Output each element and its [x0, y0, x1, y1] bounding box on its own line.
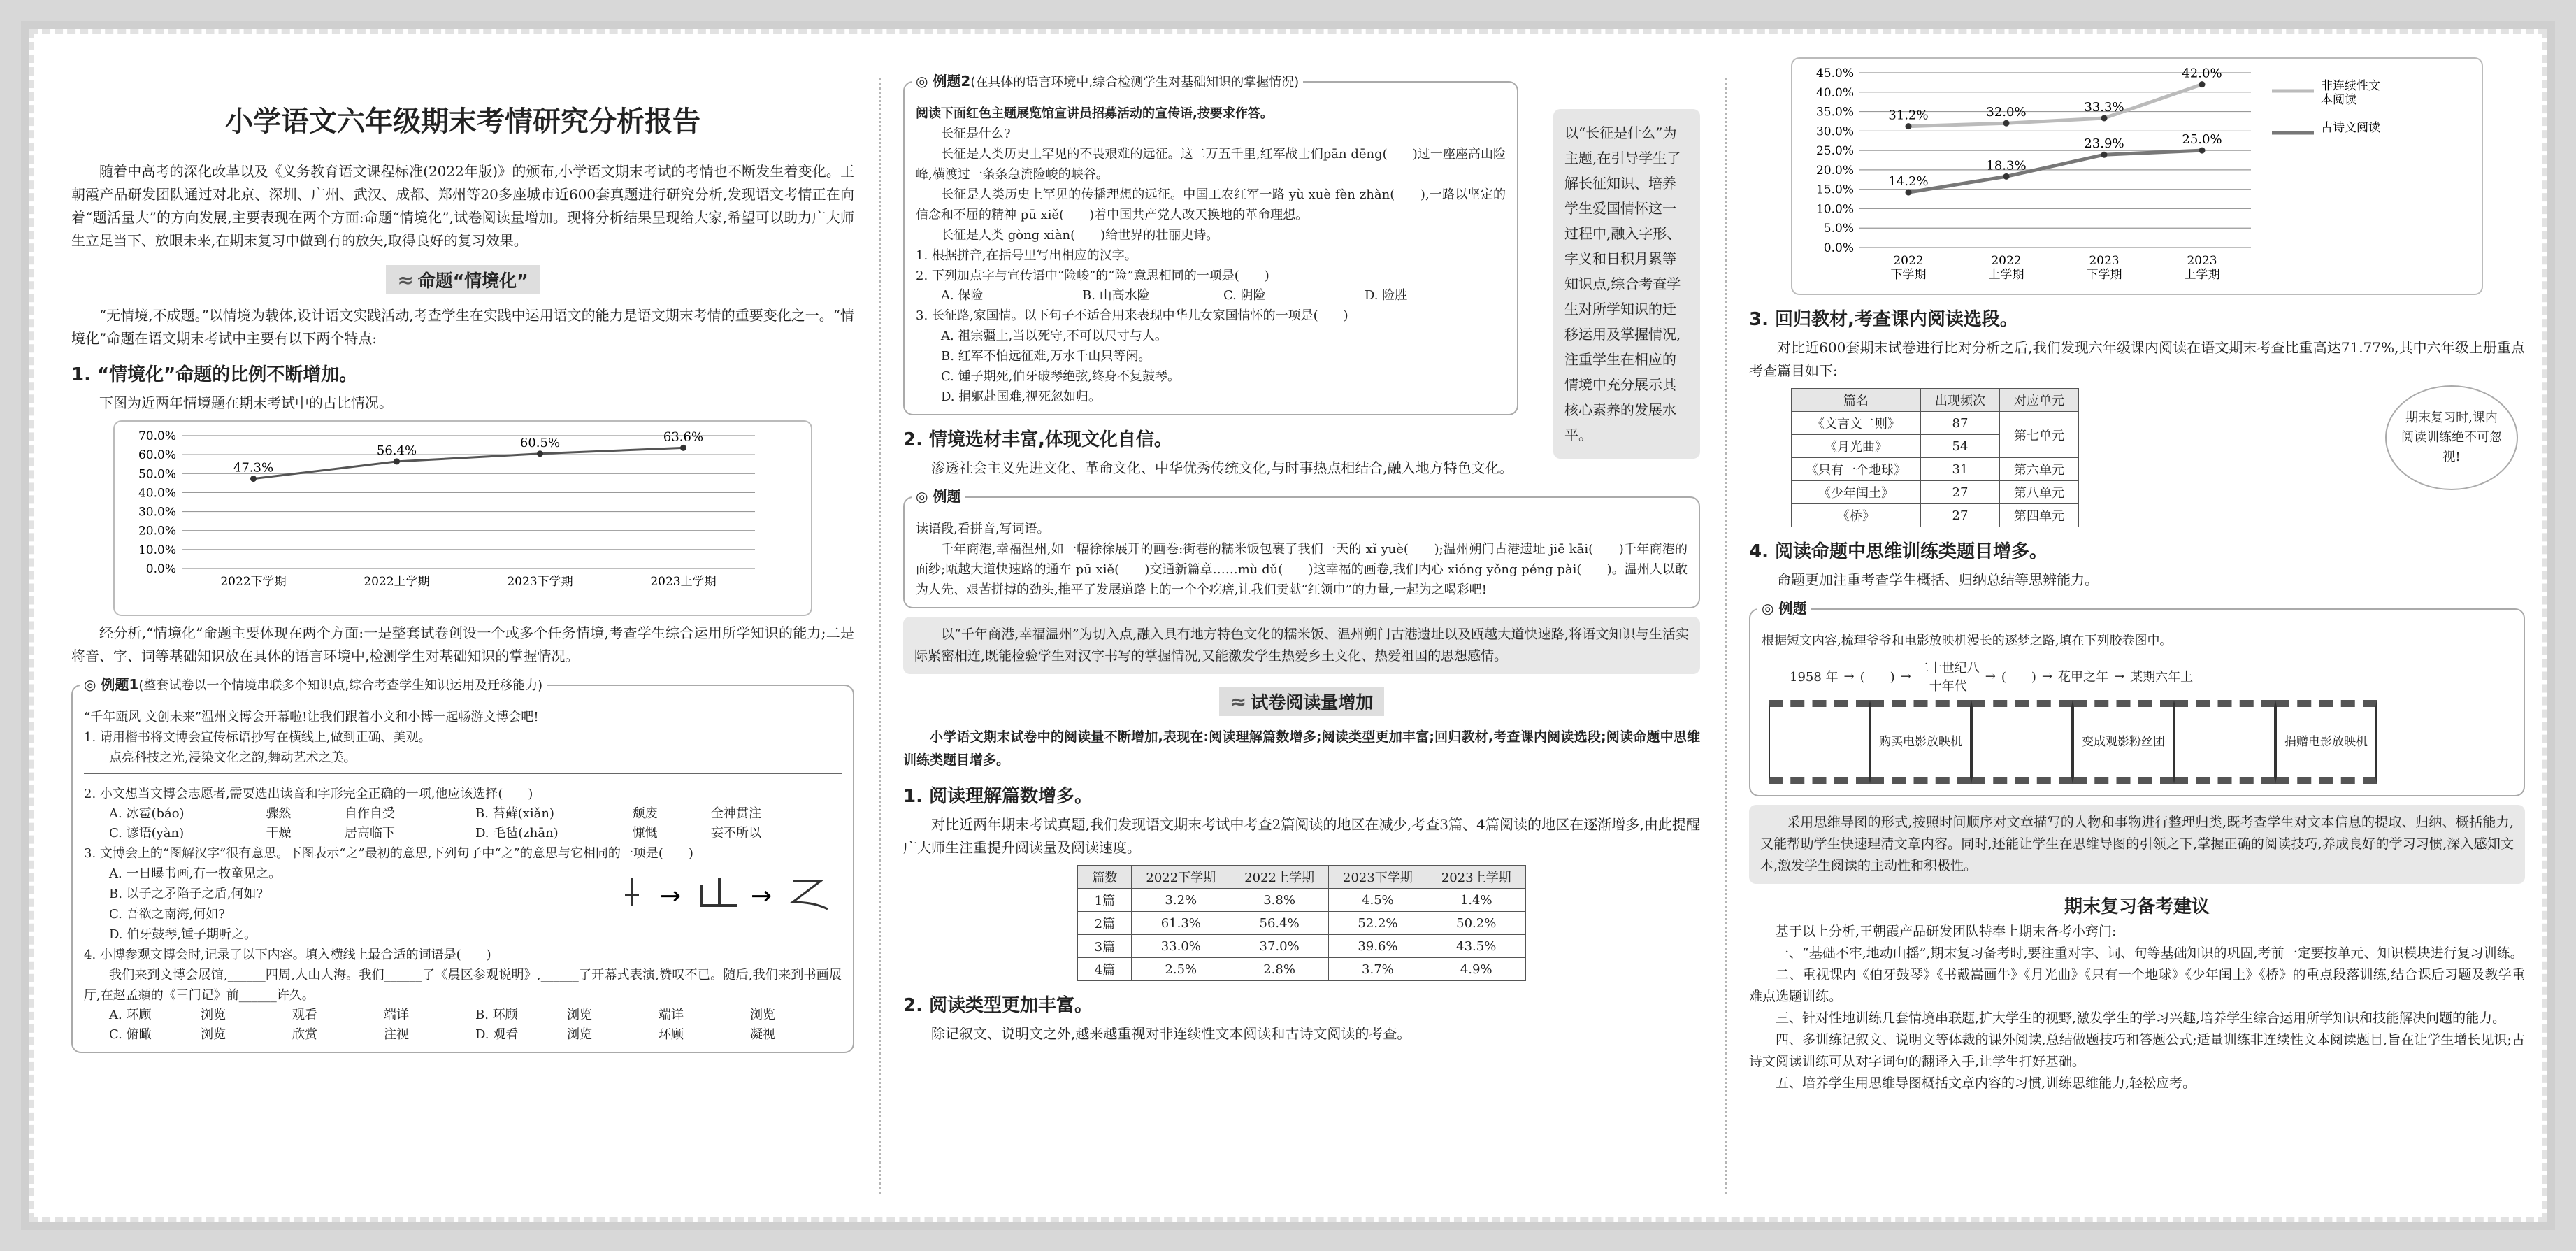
option: C. 吾欲之南海,何如? — [109, 907, 225, 922]
data-label: 42.0% — [2182, 66, 2222, 81]
comment-box — [1749, 805, 2525, 884]
column-3 — [1749, 57, 2525, 1187]
example-4-box — [1749, 600, 2525, 796]
data-label: 56.4% — [376, 443, 417, 458]
option: 凝视 — [750, 1027, 775, 1042]
paragraph: 对比近600套期末试卷进行比对分析之后,我们发现六年级课内阅读在语文期末考查比重高达71.77%,其中六年级上册重点考查篇目如下: — [1749, 339, 2525, 379]
paragraph: 渗透社会主义先进文化、革命文化、中华优秀传统文化,与时事热点相结合,融入地方特色文化。 — [931, 459, 1513, 476]
table-row: 3篇 33.0% 37.0% 39.6% 43.5% — [1078, 935, 1525, 958]
option: 妄不所以 — [710, 826, 761, 841]
x-tick-label: 2023下学期 — [507, 575, 573, 589]
table-row: 《少年闰土》 27 第八单元 — [1792, 481, 2079, 504]
subheading: 1. “情境化”命题的比例不断增加。 — [71, 364, 358, 385]
x-tick-label: 下学期 — [1890, 268, 1927, 282]
y-tick-label: 60.0% — [138, 448, 176, 463]
question: 2. 下列加点字与宣传语中“险峻”的“险”意思相同的一项是( ) — [916, 269, 1269, 283]
y-tick-label: 30.0% — [138, 505, 176, 520]
option: 浏览 — [750, 1008, 775, 1022]
y-tick-label: 35.0% — [1815, 105, 1854, 120]
x-tick-label: 2022上学期 — [364, 575, 430, 589]
chart-situation-ratio — [113, 420, 812, 616]
option: A. 保险 — [941, 288, 984, 303]
table-header: 2023上学期 — [1427, 866, 1525, 889]
flow-node: 某期六年上 — [2130, 670, 2194, 685]
option: 注视 — [384, 1027, 409, 1042]
option: C. 俯瞰 — [109, 1027, 152, 1042]
option: 慷慨 — [632, 826, 658, 841]
series-line — [1908, 150, 2202, 192]
table-header: 对应单元 — [2000, 389, 2079, 412]
intro-paragraph: 随着中高考的深化改革以及《义务教育语文课程标准(2022年版)》的颁布,小学语文期末考试的考情也不断发生着变化。王朝霞产品研发团队通过对北京、深圳、广州、武汉、成都、郑州等20多座城市近600套真题进行研究分析,发现语文考情正在向着“题活量大”的方向发展,主要表现在两个方面:命题“情境化”,试卷阅读量增加。现将分析结果呈现给大家,希望可以助力广大师生立足当下、放眼未来,在期末复习中做到有的放矢,取得良好的复习效果。 — [71, 163, 854, 249]
x-tick-label: 上学期 — [2184, 268, 2220, 282]
advice-lead: 基于以上分析,王朝霞产品研发团队特奉上期末备考小窍门: — [1776, 924, 2117, 939]
data-point — [1906, 123, 1912, 129]
writing-line[interactable] — [84, 773, 842, 774]
option: C. 锺子期死,伯牙破琴绝弦,终身不复鼓琴。 — [941, 369, 1181, 384]
y-tick-label: 10.0% — [138, 543, 176, 557]
option: A. 一日曝书画,有一牧童见之。 — [109, 866, 282, 881]
data-point — [2101, 152, 2108, 158]
line-chart — [119, 426, 811, 608]
option: 骤然 — [266, 806, 292, 821]
advice-item: 一、“基础不牢,地动山摇”,期末复习备考时,要注重对字、词、句等基础知识的巩固,考前一定要按单元、知识模块进行复习训练。 — [1776, 945, 2524, 961]
text-line: 长征是什么? — [941, 127, 1011, 141]
series-line — [1908, 85, 2202, 127]
data-point — [2101, 115, 2108, 122]
film-frame: 变成观影粉丝团 — [2073, 700, 2174, 784]
table-row: 1篇 3.2% 3.8% 4.5% 1.4% — [1078, 889, 1525, 912]
text-line: 2. 小文想当文博会志愿者,需要选出读音和字形完全正确的一项,他应该选择( ) — [84, 787, 533, 801]
film-frame[interactable] — [2174, 700, 2275, 784]
x-tick-label: 2022 — [1893, 254, 1924, 268]
paragraph: 除记叙文、说明文之外,越来越重视对非连续性文本阅读和古诗文阅读的考查。 — [931, 1025, 1411, 1042]
y-tick-label: 45.0% — [1815, 66, 1854, 80]
advice-item: 五、培养学生用思维导图概括文章内容的习惯,训练思维能力,轻松应考。 — [1776, 1075, 2196, 1091]
column-1 — [71, 85, 854, 1187]
film-frame[interactable] — [1769, 700, 1870, 784]
option: 欣赏 — [292, 1027, 317, 1042]
option: A. 祖宗疆土,当以死守,不可以尺寸与人。 — [941, 329, 1167, 343]
data-point — [680, 445, 686, 451]
timeline-flow — [1790, 658, 2512, 694]
y-tick-label: 70.0% — [138, 429, 176, 443]
reading-count-table — [1077, 865, 1525, 981]
cloud-tip: 期末复习时,课内阅读训练绝不可忽视! — [2385, 385, 2518, 490]
subheading: 4. 阅读命题中思维训练类题目增多。 — [1749, 541, 2048, 562]
section2-lead: 小学语文期末试卷中的阅读量不断增加,表现在:阅读理解篇数增多;阅读类型更加丰富;回归教材,考查课内阅读选段;阅读命题中思维训练类题目增多。 — [903, 729, 1700, 768]
option: B. 苔藓(xiǎn) — [475, 806, 554, 821]
arrow-icon: → — [2114, 669, 2125, 684]
data-label: 60.5% — [519, 435, 561, 450]
data-label: 63.6% — [663, 429, 704, 445]
data-point — [250, 476, 257, 482]
question: 3. 文博会上的“图解汉字”很有意思。下图表示“之”最初的意思,下列句子中“之”的意思与它相同的一项是( ) — [84, 846, 693, 861]
option: D. 观看 — [475, 1027, 519, 1042]
table-row: 《桥》 27 第四单元 — [1792, 504, 2079, 527]
example-1-box — [71, 676, 854, 1053]
y-tick-label: 10.0% — [1815, 202, 1854, 217]
arrow-icon: → — [2041, 669, 2052, 684]
option: 环顾 — [659, 1027, 684, 1042]
table-header: 2022下学期 — [1132, 866, 1230, 889]
y-tick-label: 40.0% — [1815, 85, 1854, 100]
y-tick-label: 0.0% — [145, 562, 176, 576]
flow-node: 花甲之年 — [2058, 670, 2108, 685]
data-point — [2003, 173, 2010, 180]
x-tick-label: 2023 — [2187, 254, 2217, 268]
x-tick-label: 2023 — [2089, 254, 2120, 268]
data-label: 23.9% — [2084, 136, 2124, 152]
legend-label: 非连续性文 — [2321, 79, 2380, 93]
passage: 千年商港,幸福温州,如一幅徐徐展开的画卷:街巷的糯米饭包裹了我们一天的 xǐ yuè( );温州朔门古港遗址 jiē kāi( )千年商港的面纱;瓯越大道快速路的通车 pū xiě( )交通新篇章……mù dǔ( )这幸福的画卷,我们内心 xióng yǒng péng pài( )。温州人以敢为人先、艰苦拼搏的劲头,推平了发展道路上的一个个疙瘩,让我们贡献“红领巾”的力量,一起为之喝彩吧! — [916, 542, 1688, 597]
data-point — [2199, 81, 2206, 87]
option: B. 环顾 — [475, 1008, 518, 1022]
arrow-icon: → — [1843, 669, 1855, 684]
option: 观看 — [292, 1008, 317, 1022]
svg-text:→: → — [751, 882, 772, 910]
option: B. 以子之矛陷子之盾,何如? — [109, 887, 264, 901]
table-row: 2篇 61.3% 56.4% 52.2% 50.2% — [1078, 912, 1525, 935]
page-title: 小学语文六年级期末考情研究分析报告 — [225, 106, 700, 138]
target-icon: ◎ — [916, 488, 928, 505]
option: B. 山高水险 — [1082, 288, 1150, 303]
example-3-tag: ◎ 例题 — [912, 485, 965, 506]
paragraph: 下图为近两年情境题在期末考试中的占比情况。 — [99, 394, 393, 411]
column-2 — [903, 64, 1700, 1187]
arrow-icon: → — [1900, 669, 1911, 684]
table-row: 《只有一个地球》 31 第六单元 — [1792, 458, 2079, 481]
table-header: 2023下学期 — [1329, 866, 1427, 889]
target-icon: ◎ — [916, 73, 928, 90]
text-line: 长征是人类 gòng xiàn( )给世界的壮丽史诗。 — [941, 228, 1219, 243]
advice-heading: 期末复习备考建议 — [2064, 896, 2210, 917]
paragraph: 命题更加注重考查学生概括、归纳总结等思辨能力。 — [1777, 571, 2099, 588]
data-label: 47.3% — [233, 460, 274, 476]
text-line: 点亮科技之光,浸染文化之韵,舞动艺术之美。 — [109, 750, 357, 765]
option: 全神贯注 — [710, 806, 761, 821]
x-tick-label: 2022 — [1991, 254, 2022, 268]
section-heading-1: ≈ 命题“情境化” — [71, 265, 854, 294]
option: B. 红军不怕远征难,万水千山只等闲。 — [941, 349, 1151, 364]
column-divider — [879, 78, 881, 1194]
option: D. 险胜 — [1365, 288, 1408, 303]
x-tick-label: 上学期 — [1988, 268, 2024, 282]
data-label: 25.0% — [2182, 132, 2222, 148]
wave-icon: ≈ — [397, 269, 414, 292]
data-label: 31.2% — [1888, 108, 1929, 123]
data-point — [2003, 120, 2010, 127]
arrow-icon: → — [1985, 669, 1996, 684]
comment-text: 以“千年商港,幸福温州”为切入点,融入具有地方特色文化的糯米饭、温州朔门古港遗址以及瓯越大道快速路,将语文知识与生活实际紧密相连,既能检验学生对汉字书写的掌握情况,又能激发学生热爱乡土文化、热爱祖国的思想感情。 — [914, 627, 1689, 664]
data-label: 32.0% — [1986, 105, 2027, 120]
film-frame: 捐赠电影放映机 — [2275, 700, 2377, 784]
film-frame[interactable] — [1971, 700, 2073, 784]
question: 3. 长征路,家国情。以下句子不适合用来表现中华儿女家国情怀的一项是( ) — [916, 308, 1348, 323]
key-texts-table — [1791, 388, 2079, 527]
subheading: 1. 阅读理解篇数增多。 — [903, 786, 1093, 807]
option: D. 毛毡(zhān) — [475, 826, 559, 841]
x-tick-label: 2022下学期 — [220, 575, 287, 589]
question-text: 我们来到文博会展馆,______四周,人山人海。我们______了《晨区参观说明》,______了开幕式表演,赞叹不已。随后,我们来到书画展厅,在赵孟頫的《三门记》前______许久。 — [84, 968, 842, 1003]
paragraph: 经分析,“情境化”命题主要体现在两个方面:一是整套试卷创设一个或多个任务情境,考查学生综合运用所学知识的能力;二是将音、字、词等基础知识放在具体的语言环境中,检测学生对基础知识的掌握情况。 — [71, 624, 854, 664]
flow-node: 二十世纪八十年代 — [1916, 661, 1980, 694]
data-point — [394, 458, 400, 464]
option: 居高临下 — [344, 826, 395, 841]
option: C. 谚语(yàn) — [109, 826, 185, 841]
option: 端详 — [659, 1008, 684, 1022]
advice-item: 二、重视课内《伯牙鼓琴》《书戴嵩画牛》《月光曲》《只有一个地球》《少年闰土》《桥》的重点段落训练,结合课后习题及教学重难点选题训练。 — [1749, 967, 2525, 1004]
comment-sidebar: 以“长征是什么”为主题,在引导学生了解长征知识、培养学生爱国情怀这一过程中,融入字形、字义和日积月累等知识点,综合考查学生对所学知识的迁移运用及掌握情况,注重学生在相应的情境中充分展示其核心素养的发展水平。 — [1553, 109, 1700, 459]
option: 浏览 — [567, 1008, 592, 1022]
data-label: 14.2% — [1888, 174, 1929, 190]
subheading: 3. 回归教材,考查课内阅读选段。 — [1749, 309, 2018, 330]
example-4-tag: ◎ 例题 — [1757, 597, 1811, 617]
report-sheet — [21, 21, 2555, 1230]
legend-label: 本阅读 — [2321, 93, 2356, 107]
character-evolution-icon — [611, 864, 842, 927]
lead: 阅读下面红色主题展览馆宣讲员招募活动的宣传语,按要求作答。 — [916, 106, 1273, 121]
option: 颓废 — [632, 806, 658, 821]
line-chart — [1797, 63, 2482, 287]
y-tick-label: 30.0% — [1815, 124, 1854, 139]
series-line — [254, 448, 684, 478]
text-line: “千年瓯风 文创未来”温州文博会开幕啦!让我们跟着小文和小博一起畅游文博会吧! — [84, 710, 539, 724]
advice-item: 四、多训练记叙文、说明文等体裁的课外阅读,总结做题技巧和答题公式;适量训练非连续性文本阅读题目,旨在让学生增长见识;古诗文阅读训练可从对字词句的翻译入手,让学生打好基础。 — [1749, 1032, 2525, 1069]
table-header: 篇名 — [1792, 389, 1921, 412]
option: 干燥 — [266, 826, 292, 841]
subheading: 2. 情境选材丰富,体现文化自信。 — [903, 429, 1172, 450]
example-1-tag: ◎ 例题1(整套试卷以一个情境串联多个知识点,综合考查学生知识运用及迁移能力) — [80, 673, 547, 694]
text-line: 长征是人类历史上罕见的传播理想的远征。中国工农红军一路 yù xuè fèn zhàn( ),一路以坚定的信念和不屈的精神 pū xiě( )着中国共产党人改天换地的革命理想。 — [916, 187, 1506, 222]
film-frame: 购买电影放映机 — [1870, 700, 1971, 784]
target-icon: ◎ — [84, 676, 96, 693]
text-line: 1. 请用楷书将文博会宣传标语抄写在横线上,做到正确、美观。 — [84, 730, 431, 745]
option: A. 环顾 — [109, 1008, 152, 1022]
target-icon: ◎ — [1762, 600, 1774, 617]
option: 端详 — [384, 1008, 409, 1022]
flow-node[interactable]: ( ) — [1859, 670, 1895, 685]
y-tick-label: 25.0% — [1815, 144, 1854, 159]
y-tick-label: 5.0% — [1823, 222, 1854, 236]
option: 浏览 — [567, 1027, 592, 1042]
question: 4. 小博参观文博会时,记录了以下内容。填入横线上最合适的词语是( ) — [84, 948, 491, 962]
option: 自作自受 — [344, 806, 395, 821]
y-tick-label: 50.0% — [138, 467, 176, 482]
example-3-box — [903, 488, 1700, 608]
paragraph: 对比近两年期末考试真题,我们发现语文期末考试中考查2篇阅读的地区在减少,考查3篇、4篇阅读的地区在逐渐增多,由此提醒广大师生注重提升阅读量及阅读速度。 — [903, 816, 1700, 856]
table-header: 2022上学期 — [1230, 866, 1329, 889]
section-heading-2: ≈ 试卷阅读量增加 — [903, 687, 1700, 716]
wave-icon: ≈ — [1230, 690, 1247, 713]
option: C. 阴险 — [1223, 288, 1266, 303]
x-tick-label: 下学期 — [2086, 268, 2122, 282]
option: 浏览 — [201, 1027, 226, 1042]
flow-node: 1958 年 — [1790, 670, 1839, 685]
data-point — [1906, 190, 1912, 196]
lead: 根据短文内容,梳理爷爷和电影放映机漫长的逐梦之路,填在下列胶卷图中。 — [1762, 634, 2173, 648]
data-point — [537, 450, 543, 457]
option: A. 冰雹(báo) — [109, 806, 185, 821]
table-row: 《月光曲》 54 — [1792, 435, 2079, 458]
question: 1. 根据拼音,在括号里写出相应的汉字。 — [916, 248, 1137, 263]
legend-label: 古诗文阅读 — [2321, 121, 2380, 135]
flow-node[interactable]: ( ) — [2001, 670, 2036, 685]
option: D. 捐躯赴国难,视死忽如归。 — [941, 389, 1101, 404]
text-line: 长征是人类历史上罕见的不畏艰难的远征。这二万五千里,红军战士们pān dēng( )过一座座高山险峰,横渡过一条条急流险峻的峡谷。 — [916, 147, 1506, 182]
film-strip — [1769, 700, 2505, 784]
option: 浏览 — [201, 1008, 226, 1022]
table-header: 篇数 — [1078, 866, 1132, 889]
y-tick-label: 0.0% — [1823, 241, 1854, 255]
y-tick-label: 15.0% — [1815, 183, 1854, 197]
column-divider — [1725, 78, 1727, 1194]
advice-item: 三、针对性地训练几套情境串联题,扩大学生的视野,激发学生的学习兴趣,培养学生综合运用所学知识和技能解决问题的能力。 — [1776, 1010, 2506, 1026]
chart-reading-types — [1791, 57, 2483, 295]
example-2-tag: ◎ 例题2(在具体的语言环境中,综合检测学生对基础知识的掌握情况) — [912, 70, 1303, 90]
comment-box — [903, 617, 1700, 674]
data-point — [2199, 148, 2206, 154]
y-tick-label: 40.0% — [138, 486, 176, 501]
example-2-box — [903, 73, 1518, 415]
svg-text:→: → — [660, 882, 682, 910]
data-label: 18.3% — [1986, 158, 2027, 173]
data-label: 33.3% — [2084, 100, 2124, 115]
y-tick-label: 20.0% — [1815, 163, 1854, 178]
x-tick-label: 2023上学期 — [650, 575, 717, 589]
table-header: 出现频次 — [1921, 389, 2000, 412]
table-row: 4篇 2.5% 2.8% 3.7% 4.9% — [1078, 958, 1525, 981]
lead: 读语段,看拼音,写词语。 — [916, 522, 1050, 536]
y-tick-label: 20.0% — [138, 524, 176, 538]
option: D. 伯牙鼓琴,锺子期听之。 — [109, 927, 257, 942]
subheading: 2. 阅读类型更加丰富。 — [903, 995, 1093, 1016]
table-row: 《文言文二则》 87 第七单元 — [1792, 412, 2079, 435]
comment-text: 采用思维导图的形式,按照时间顺序对文章描写的人物和事物进行整理归类,既考查学生对文本信息的提取、归纳、概括能力,又能帮助学生快速理清文章内容。同时,还能让学生在思维导图的引领之下,掌握正确的阅读技巧,养成良好的学习习惯,深入感知文本,激发学生阅读的主动性和积极性。 — [1760, 815, 2514, 873]
section1-paragraph: “无情境,不成题。”以情境为载体,设计语文实践活动,考查学生在实践中运用语文的能力是语文期末考情的重要变化之一。“情境化”命题在语文期末考试中主要有以下两个特点: — [71, 307, 854, 347]
